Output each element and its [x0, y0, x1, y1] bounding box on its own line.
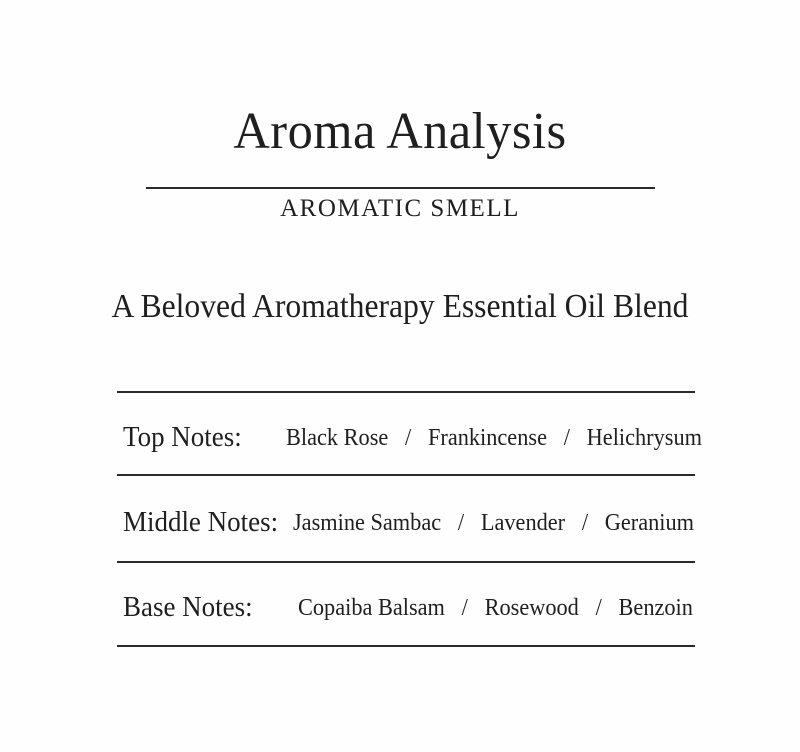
- base-notes-list: [298, 596, 693, 620]
- title-divider: [146, 187, 655, 189]
- separator: /: [461, 595, 468, 621]
- note-item: Jasmine Sambac: [293, 510, 442, 536]
- separator: /: [405, 425, 412, 451]
- middle-notes-list: [293, 511, 694, 535]
- tagline: A Beloved Aromatherapy Essential Oil Blend: [111, 288, 689, 325]
- row-divider: [117, 561, 695, 563]
- note-item: Lavender: [480, 510, 566, 536]
- note-item: Geranium: [604, 510, 695, 536]
- note-item: Frankincense: [427, 425, 547, 451]
- middle-notes-label: Middle Notes:: [123, 506, 279, 538]
- table-top-rule: [117, 391, 695, 393]
- base-notes-label: Base Notes:: [123, 591, 253, 623]
- page-subtitle: AROMATIC SMELL: [280, 195, 520, 222]
- top-notes-label: Top Notes:: [123, 421, 242, 453]
- table-bottom-rule: [117, 645, 695, 647]
- page-title: Aroma Analysis: [233, 103, 567, 160]
- top-notes-list: [286, 426, 702, 450]
- note-item: Helichrysum: [586, 425, 702, 451]
- row-divider: [117, 474, 695, 476]
- note-item: Black Rose: [286, 425, 389, 451]
- note-item: Benzoin: [618, 595, 693, 621]
- note-item: Copaiba Balsam: [298, 595, 445, 621]
- separator: /: [457, 510, 465, 536]
- note-item: Rosewood: [484, 595, 579, 621]
- separator: /: [563, 425, 570, 451]
- separator: /: [581, 510, 589, 536]
- separator: /: [595, 595, 602, 621]
